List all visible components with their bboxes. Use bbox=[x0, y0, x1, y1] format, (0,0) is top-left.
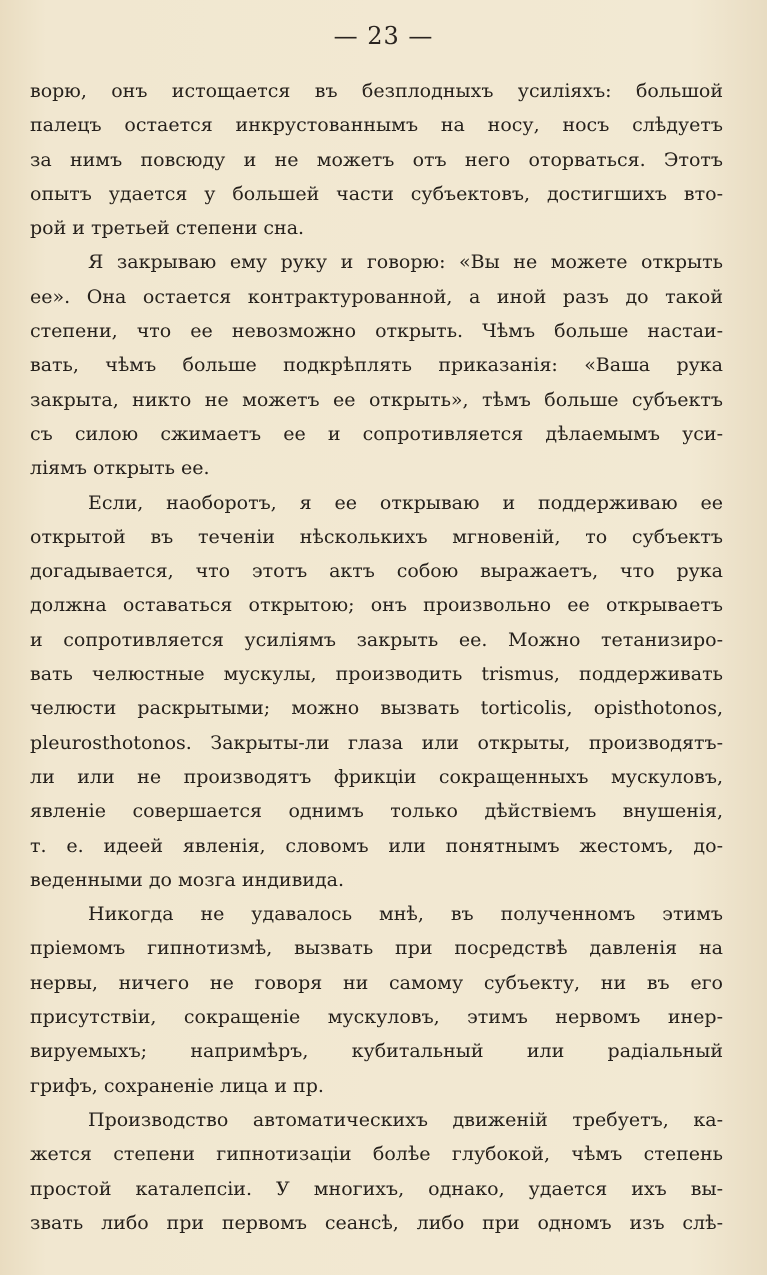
page-number: — 23 — bbox=[333, 22, 434, 50]
text-line: Никогда не удавалось мнѣ, въ полученномъ этимъ bbox=[88, 903, 723, 926]
text-line: рой и третьей степени сна. bbox=[30, 217, 305, 240]
text-line: ее». Она остается контрактурованной, а иной разъ до такой bbox=[30, 285, 723, 308]
text-line: Производство автоматическихъ движеній требуетъ, ка- bbox=[88, 1108, 723, 1131]
text-line: Я закрываю ему руку и говорю: «Вы не можете открыть bbox=[88, 251, 723, 274]
text-line: съ силою сжимаетъ ее и сопротивляется дѣлаемымъ уси- bbox=[30, 422, 723, 445]
text-line: т. е. идеей явленія, словомъ или понятнымъ жестомъ, до- bbox=[30, 834, 723, 857]
body-text bbox=[30, 74, 723, 1240]
paragraph bbox=[30, 1103, 723, 1240]
text-line: челюсти раскрытыми; можно вызвать torticolis, opisthotonos, bbox=[30, 697, 723, 720]
text-line: нервы, ничего не говоря ни самому субъекту, ни въ его bbox=[30, 971, 723, 994]
text-line: должна оставаться открытою; онъ произвольно ее открываетъ bbox=[30, 594, 723, 617]
text-line: пріемомъ гипнотизмѣ, вызвать при посредствѣ давленія на bbox=[30, 937, 723, 960]
paragraph bbox=[30, 486, 723, 898]
text-line: и сопротивляется усиліямъ закрыть ее. Можно тетанизиро- bbox=[30, 628, 723, 651]
text-line: вируемыхъ; напримѣръ, кубитальный или радіальный bbox=[30, 1040, 723, 1063]
text-line: степени, что ее невозможно открыть. Чѣмъ больше настаи- bbox=[30, 320, 723, 343]
text-line: веденными до мозга индивида. bbox=[30, 868, 345, 891]
text-line: вать челюстные мускулы, производить trismus, поддерживать bbox=[30, 663, 723, 686]
text-line: pleurosthotonos. Закрыты-ли глаза или открыты, производятъ- bbox=[30, 731, 723, 754]
text-line: грифъ, сохраненіе лица и пр. bbox=[30, 1074, 324, 1097]
text-line: явленіе совершается однимъ только дѣйствіемъ внушенія, bbox=[30, 800, 723, 823]
text-line: открытой въ теченіи нѣсколькихъ мгновеній, то субъектъ bbox=[30, 525, 723, 548]
text-line: Если, наоборотъ, я ее открываю и поддерживаю ее bbox=[88, 491, 723, 514]
text-line: присутствіи, сокращеніе мускуловъ, этимъ нервомъ инер- bbox=[30, 1006, 723, 1029]
text-line: за нимъ повсюду и не можетъ отъ него оторваться. Этотъ bbox=[30, 148, 723, 171]
paragraph bbox=[30, 897, 723, 1103]
text-line: ворю, онъ истощается въ безплодныхъ усиліяхъ: большой bbox=[30, 80, 723, 102]
text-line: догадывается, что этотъ актъ собою выражаетъ, что рука bbox=[30, 560, 723, 583]
text-line: жется степени гипнотизаціи болѣе глубокой, чѣмъ степень bbox=[30, 1143, 723, 1166]
text-line: закрыта, никто не можетъ ее открыть», тѣмъ больше субъектъ bbox=[30, 388, 723, 411]
paragraph bbox=[30, 245, 723, 485]
paragraph bbox=[30, 74, 723, 245]
text-line: простой каталепсіи. У многихъ, однако, удается ихъ вы- bbox=[30, 1177, 723, 1200]
text-line: ли или не производятъ фрикціи сокращенныхъ мускуловъ, bbox=[30, 765, 723, 788]
text-line: вать, чѣмъ больше подкрѣплять приказанія: «Ваша рука bbox=[30, 354, 723, 377]
text-line: ліямъ открыть ее. bbox=[30, 457, 210, 480]
text-line: опытъ удается у большей части субъектовъ, достигшихъ вто- bbox=[30, 182, 723, 205]
text-line: палецъ остается инкрустованнымъ на носу, носъ слѣдуетъ bbox=[30, 114, 723, 137]
text-line: звать либо при первомъ сеансѣ, либо при одномъ изъ слѣ- bbox=[30, 1211, 723, 1234]
